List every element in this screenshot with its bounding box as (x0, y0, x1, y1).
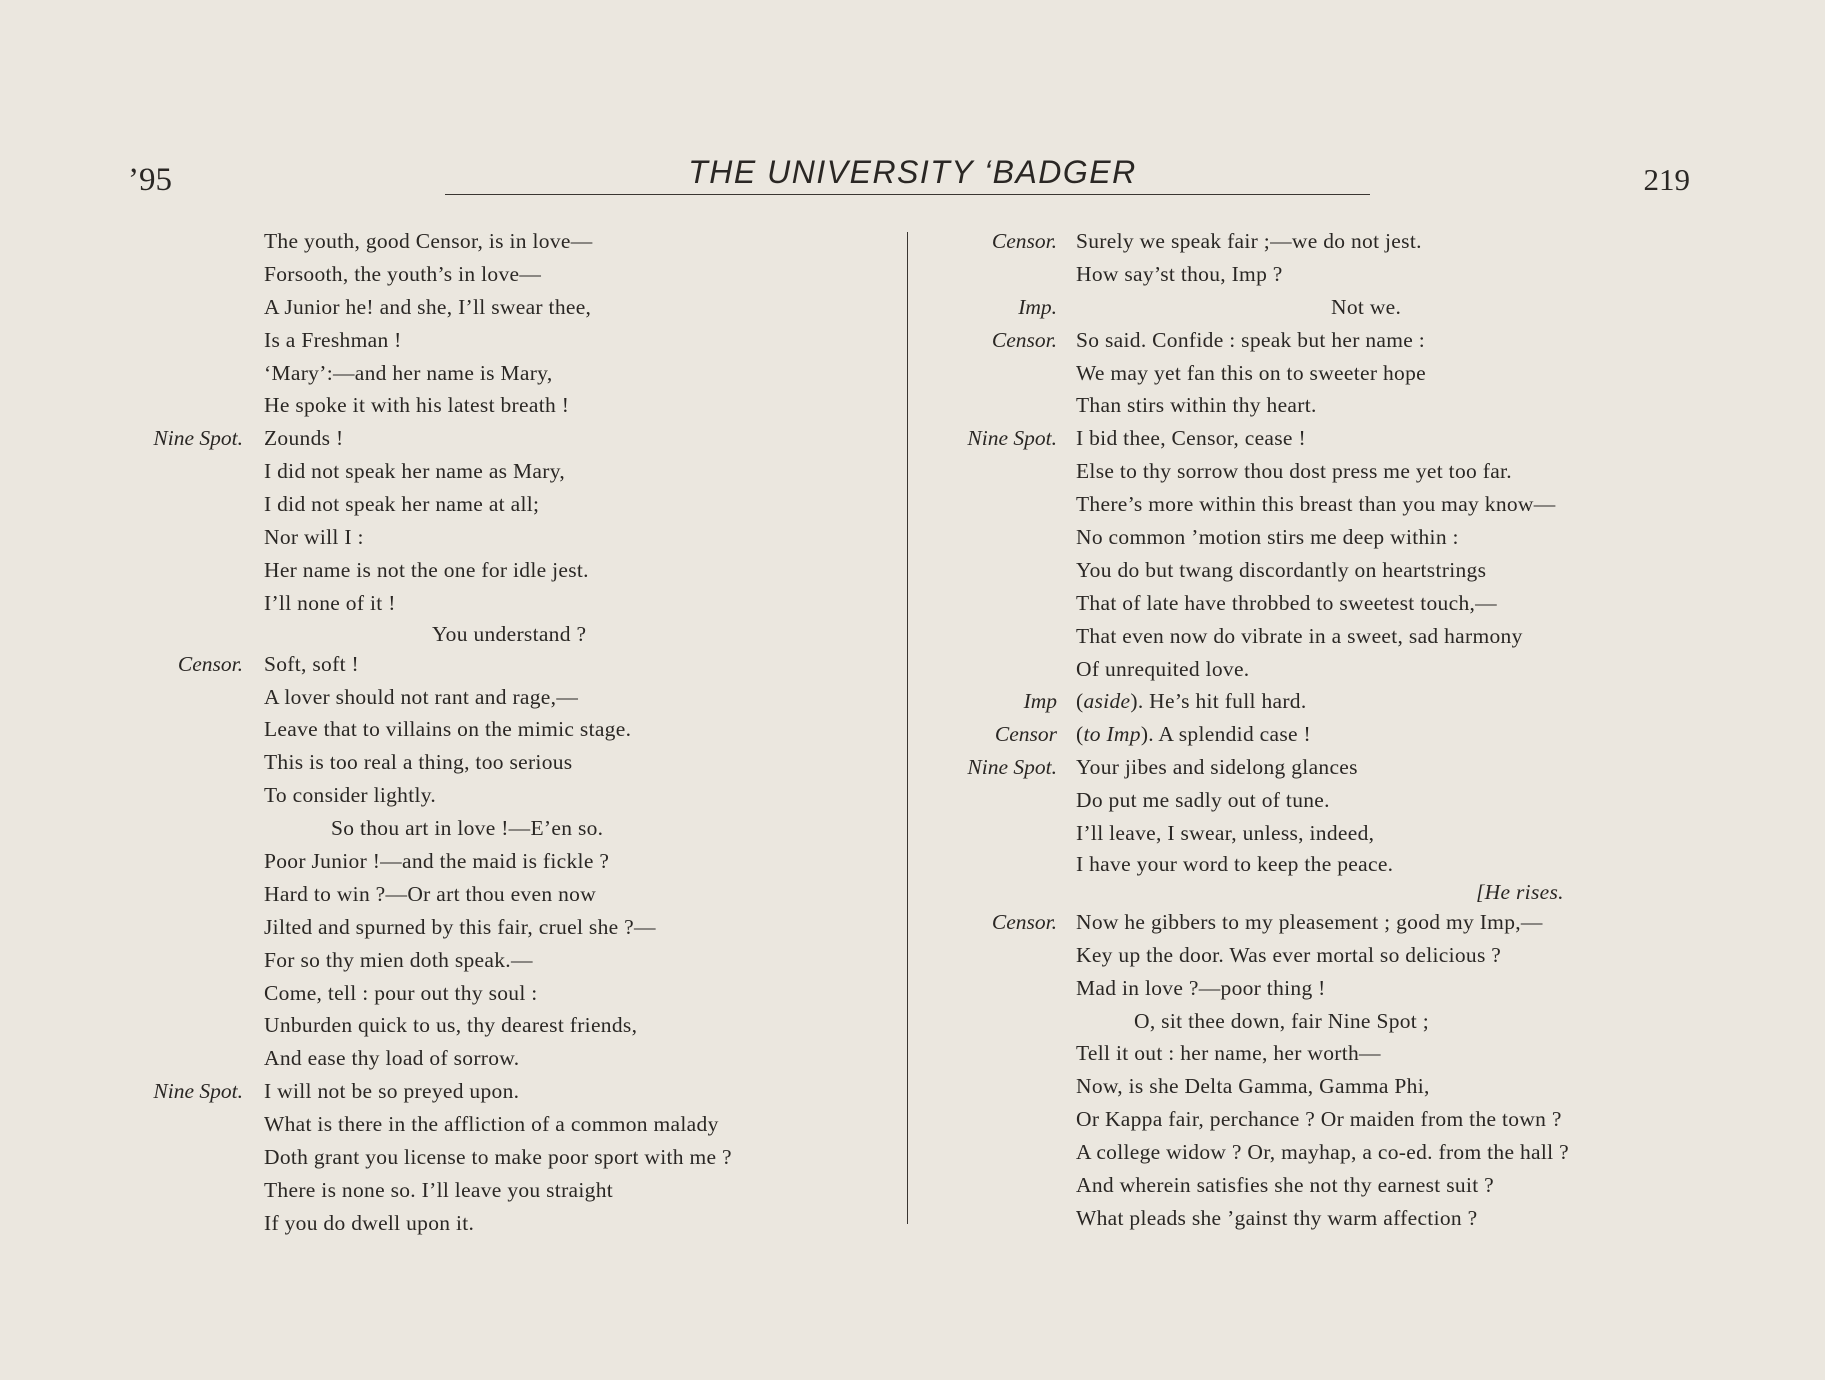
verse-text: Tell it out : her name, her worth— (1076, 1041, 1381, 1066)
verse-text: He spoke it with his latest breath ! (264, 393, 570, 418)
verse-text: Now he gibbers to my pleasement ; good my Imp,— (1076, 909, 1543, 934)
verse-line (905, 784, 1825, 817)
verse-line (0, 1075, 905, 1108)
verse-text: Nor will I : (264, 525, 364, 550)
verse-line (0, 1042, 905, 1075)
verse-text: That even now do vibrate in a sweet, sad harmony (1076, 623, 1523, 648)
left-column (0, 225, 905, 1240)
speaker-name: Censor (994, 722, 1057, 747)
page-number: 219 (1643, 162, 1690, 197)
verse-text: Mad in love ?—poor thing ! (1076, 975, 1326, 1000)
verse-text: You understand ? (432, 621, 587, 646)
verse-line (905, 357, 1825, 390)
speaker-name: Imp. (1018, 294, 1057, 319)
verse-text: Else to thy sorrow thou dost press me yet too far. (1076, 459, 1512, 484)
verse-text: Do put me sadly out of tune. (1076, 788, 1330, 813)
verse-text: Forsooth, the youth’s in love— (264, 261, 542, 286)
aside-direction: aside (1083, 689, 1131, 714)
verse-line (0, 779, 905, 812)
verse-line (905, 521, 1825, 554)
verse-text: And ease thy load of sorrow. (264, 1046, 520, 1071)
aside-direction: to Imp (1083, 722, 1141, 747)
verse-line (0, 648, 905, 681)
right-column (905, 225, 1825, 1235)
verse-line (905, 1005, 1825, 1038)
verse-text: Than stirs within thy heart. (1076, 393, 1317, 418)
verse-text: A Junior he! and she, I’ll swear thee, (264, 294, 592, 319)
paren-open: ( (1076, 689, 1084, 714)
verse-text: What is there in the affliction of a common malady (264, 1112, 719, 1137)
verse-text: ‘Mary’:—and her name is Mary, (264, 360, 553, 385)
speaker-name: Nine Spot. (967, 755, 1057, 780)
verse-line (905, 972, 1825, 1005)
verse-text: Unburden quick to us, thy dearest friends, (264, 1013, 638, 1038)
verse-line (905, 1136, 1825, 1169)
verse-text (1076, 685, 1307, 718)
verse-text: And wherein satisfies she not thy earnest suit ? (1076, 1173, 1495, 1198)
verse-text: You do but twang discordantly on heartstrings (1076, 557, 1487, 582)
verse-line (905, 554, 1825, 587)
verse-line (0, 488, 905, 521)
verse-line (905, 620, 1825, 653)
verse-line (0, 1141, 905, 1174)
verse-text: A college widow ? Or, mayhap, a co-ed. from the hall ? (1076, 1140, 1569, 1165)
verse-line (905, 1070, 1825, 1103)
verse-line (0, 389, 905, 422)
verse-text: So thou art in love !—E’en so. (331, 816, 604, 841)
verse-line (0, 812, 905, 845)
verse-text: So said. Confide : speak but her name : (1076, 327, 1426, 352)
verse-line (905, 324, 1825, 357)
verse-line (0, 845, 905, 878)
paren-open: ( (1076, 722, 1084, 747)
verse-line (905, 685, 1825, 718)
verse-text: Key up the door. Was ever mortal so delicious ? (1076, 942, 1502, 967)
verse-line (0, 324, 905, 357)
verse-text: Soft, soft ! (264, 651, 359, 676)
verse-text: Come, tell : pour out thy soul : (264, 980, 538, 1005)
verse-line (905, 1202, 1825, 1235)
verse-line (0, 554, 905, 587)
verse-line (905, 225, 1825, 258)
verse-line (905, 422, 1825, 455)
verse-text: Now, is she Delta Gamma, Gamma Phi, (1076, 1074, 1430, 1099)
verse-line (905, 817, 1825, 850)
verse-line (905, 653, 1825, 686)
speaker-name: Nine Spot. (153, 1079, 243, 1104)
verse-text: This is too real a thing, too serious (264, 750, 573, 775)
verse-line (0, 878, 905, 911)
verse-line (0, 746, 905, 779)
verse-text: Doth grant you license to make poor sport with me ? (264, 1145, 732, 1170)
verse-line (0, 977, 905, 1010)
verse-line (905, 850, 1825, 878)
verse-line (0, 1108, 905, 1141)
verse-line (905, 389, 1825, 422)
verse-text: We may yet fan this on to sweeter hope (1076, 360, 1426, 385)
verse-text: For so thy mien doth speak.— (264, 947, 533, 972)
verse-text: Hard to win ?—Or art thou even now (264, 881, 597, 906)
verse-line (905, 488, 1825, 521)
page-title: THE UNIVERSITY ‘BADGER (688, 154, 1137, 190)
verse-line (0, 713, 905, 746)
verse-text: There’s more within this breast than you may know— (1076, 492, 1556, 517)
verse-line (0, 455, 905, 488)
verse-line (905, 751, 1825, 784)
verse-line (905, 1103, 1825, 1136)
verse-text (1076, 718, 1311, 751)
verse-text: Poor Junior !—and the maid is fickle ? (264, 849, 610, 874)
verse-line (905, 878, 1825, 906)
verse-line (905, 1169, 1825, 1202)
verse-text: How say’st thou, Imp ? (1076, 261, 1283, 286)
verse-line (0, 357, 905, 390)
verse-text: Leave that to villains on the mimic stage. (264, 717, 632, 742)
verse-text: Of unrequited love. (1076, 656, 1250, 681)
verse-text: I bid thee, Censor, cease ! (1076, 426, 1306, 451)
verse-line (0, 587, 905, 620)
verse-text: Jilted and spurned by this fair, cruel she ?— (264, 914, 656, 939)
verse-line (905, 906, 1825, 939)
verse-text: A lover should not rant and rage,— (264, 684, 579, 709)
verse-line (0, 258, 905, 291)
page-header (0, 150, 1825, 200)
verse-text: The youth, good Censor, is in love— (264, 229, 593, 253)
aside-text: ). A splendid case ! (1140, 722, 1312, 747)
verse-line (0, 911, 905, 944)
speaker-name: Nine Spot. (153, 426, 243, 451)
verse-line (0, 944, 905, 977)
verse-text: That of late have throbbed to sweetest touch,— (1076, 590, 1497, 615)
verse-text: To consider lightly. (264, 783, 437, 808)
verse-text: I will not be so preyed upon. (264, 1079, 520, 1104)
speaker-name: Censor. (177, 651, 243, 676)
verse-line (0, 681, 905, 714)
verse-text: Your jibes and sidelong glances (1076, 755, 1358, 780)
verse-line (0, 1174, 905, 1207)
verse-text: Is a Freshman ! (264, 327, 402, 352)
volume-year: ’95 (128, 162, 172, 198)
verse-text: I did not speak her name at all; (264, 492, 540, 517)
verse-line (0, 291, 905, 324)
verse-text: No common ’motion stirs me deep within : (1076, 525, 1459, 550)
speaker-name: Censor. (991, 327, 1057, 352)
verse-line (0, 422, 905, 455)
speaker-name: Censor. (991, 229, 1057, 253)
verse-line (905, 1037, 1825, 1070)
verse-line (0, 521, 905, 554)
stage-direction: [He rises. (1476, 879, 1564, 904)
verse-text: Surely we speak fair ;—we do not jest. (1076, 229, 1422, 253)
verse-text: I have your word to keep the peace. (1076, 851, 1394, 876)
verse-line (0, 1009, 905, 1042)
verse-line (0, 620, 905, 648)
verse-text: O, sit thee down, fair Nine Spot ; (1134, 1008, 1430, 1033)
aside-text: ). He’s hit full hard. (1130, 689, 1307, 714)
verse-text: There is none so. I’ll leave you straight (264, 1177, 614, 1202)
verse-line (905, 939, 1825, 972)
verse-line (905, 718, 1825, 751)
verse-line (905, 291, 1825, 324)
verse-line (905, 587, 1825, 620)
speaker-name: Imp (1023, 689, 1057, 714)
verse-text: Her name is not the one for idle jest. (264, 557, 589, 582)
verse-text: I’ll leave, I swear, unless, indeed, (1076, 821, 1375, 846)
verse-text: I did not speak her name as Mary, (264, 459, 566, 484)
verse-text: If you do dwell upon it. (264, 1210, 475, 1235)
verse-text: Zounds ! (264, 426, 344, 451)
speaker-name: Nine Spot. (967, 426, 1057, 451)
verse-line (0, 1207, 905, 1240)
header-rule (445, 194, 1370, 195)
verse-line (905, 455, 1825, 488)
verse-line (905, 258, 1825, 291)
verse-text: Not we. (1331, 294, 1402, 319)
verse-text: Or Kappa fair, perchance ? Or maiden from the town ? (1076, 1107, 1562, 1132)
speaker-name: Censor. (991, 909, 1057, 934)
verse-text: I’ll none of it ! (264, 590, 396, 615)
verse-text: What pleads she ’gainst thy warm affection ? (1076, 1205, 1478, 1230)
verse-line (0, 225, 905, 258)
